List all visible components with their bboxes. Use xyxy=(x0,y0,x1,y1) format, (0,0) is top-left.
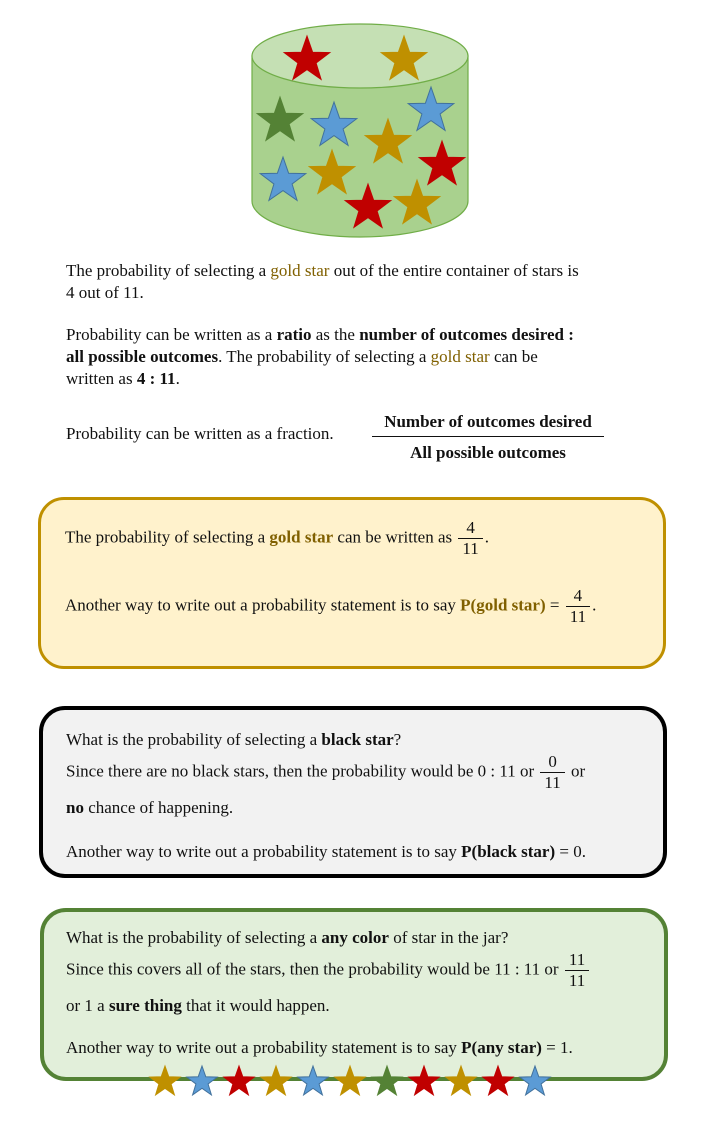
row-star xyxy=(261,1066,291,1095)
fraction-numerator: Number of outcomes desired xyxy=(372,412,604,437)
row-star xyxy=(483,1066,513,1095)
any-star-box: What is the probability of selecting a any color of star in the jar? Since this covers all of the stars, then the probability would be 11 : 11 or $\frac{11}{11}$ or 1 a sure thing that it would happen. Another way to write out a probability statement is to say P(any star) = 1. xyxy=(40,908,668,1081)
fraction-definition-formula xyxy=(372,412,604,463)
black-star-box: What is the probability of selecting a black star? Since there are no black stars, then the probability would be 0 : 11 or $\frac{0}{11}$ or no chance of happening. Another way to write out a probability statement is to say P(black star) = 0. xyxy=(39,706,667,878)
star-row xyxy=(144,1062,554,1102)
jar-top xyxy=(252,24,468,88)
gold-fraction: $\frac{4}{11}$ xyxy=(458,518,482,559)
black-fraction: $\frac{0}{11}$ xyxy=(540,752,564,793)
row-star xyxy=(187,1066,217,1095)
row-star xyxy=(150,1066,180,1095)
row-star xyxy=(409,1066,439,1095)
star-jar-illustration xyxy=(240,18,480,243)
intro-paragraph: The probability of selecting a gold star out of the entire container of stars is 4 out of 11. xyxy=(66,261,579,302)
row-star xyxy=(298,1066,328,1095)
row-star xyxy=(520,1066,550,1095)
row-star xyxy=(446,1066,476,1095)
gold-star-box: The probability of selecting a gold star can be written as $\frac{4}{11}$ . Another way to write out a probability statement is to say P(gold star) = $\frac{4}{11}$ . xyxy=(38,497,666,669)
row-star xyxy=(335,1066,365,1095)
row-star xyxy=(224,1066,254,1095)
any-fraction: $\frac{11}{11}$ xyxy=(565,950,589,991)
fraction-definition: Probability can be written as a fraction. xyxy=(66,424,334,443)
ratio-paragraph: Probability can be written as a ratio as the number of outcomes desired : all possible outcomes. The probability of selecting a gold star can be written as 4 : 11. xyxy=(66,325,574,388)
gold-probability-fraction: $\frac{4}{11}$ xyxy=(566,586,590,627)
fraction-denominator: All possible outcomes xyxy=(410,443,566,462)
row-star xyxy=(372,1066,402,1095)
